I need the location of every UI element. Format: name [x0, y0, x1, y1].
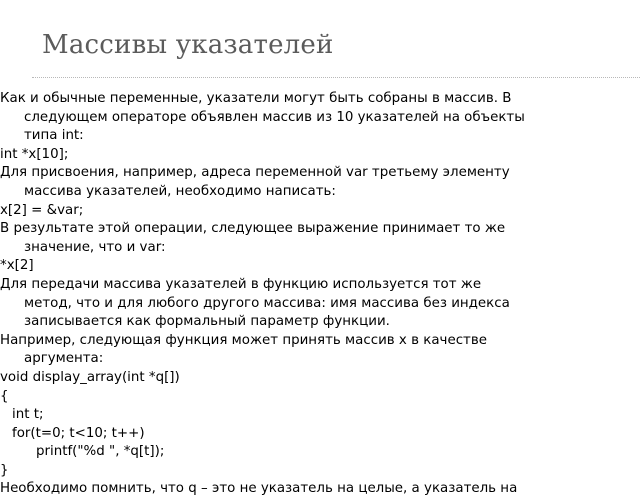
code-line: int t;	[12, 407, 44, 423]
code-line: }	[0, 462, 9, 478]
body-line: Например, следующая функция может принять массив x в качестве	[0, 332, 487, 348]
code-line: {	[0, 388, 9, 404]
body-line: массива указателей, необходимо написать:	[24, 183, 336, 199]
body-line: следующем операторе объявлен массив из 10 указателей на объекты	[24, 109, 525, 125]
code-line: printf("%d ", *q[t]);	[36, 444, 165, 460]
body-line: Как и обычные переменные, указатели могут быть собраны в массив. В	[0, 91, 512, 106]
code-line: void display_array(int *q[])	[0, 369, 180, 385]
body-line: значение, что и var:	[24, 239, 166, 255]
body-line: метод, что и для любого другого массива: имя массива без индекса	[24, 295, 510, 311]
body-line: аргумента:	[24, 351, 104, 367]
slide-title: Массивы указателей	[42, 30, 334, 60]
code-line: x[2] = &var;	[0, 202, 84, 218]
title-divider	[32, 77, 640, 78]
code-line: int *x[10];	[0, 146, 69, 162]
slide-body	[0, 90, 630, 499]
body-line: типа int:	[24, 128, 84, 144]
code-line: for(t=0; t<10; t++)	[12, 425, 145, 441]
body-line: Необходимо помнить, что q – это не указатель на целые, а указатель на	[0, 481, 518, 497]
body-line: записывается как формальный параметр функции.	[24, 314, 390, 330]
body-line: Для присвоения, например, адреса переменной var третьему элементу	[0, 165, 510, 181]
body-line: В результате этой операции, следующее выражение принимает то же	[0, 221, 506, 237]
body-line: Для передачи массива указателей в функцию используется тот же	[0, 276, 482, 292]
code-line: *x[2]	[0, 258, 34, 274]
